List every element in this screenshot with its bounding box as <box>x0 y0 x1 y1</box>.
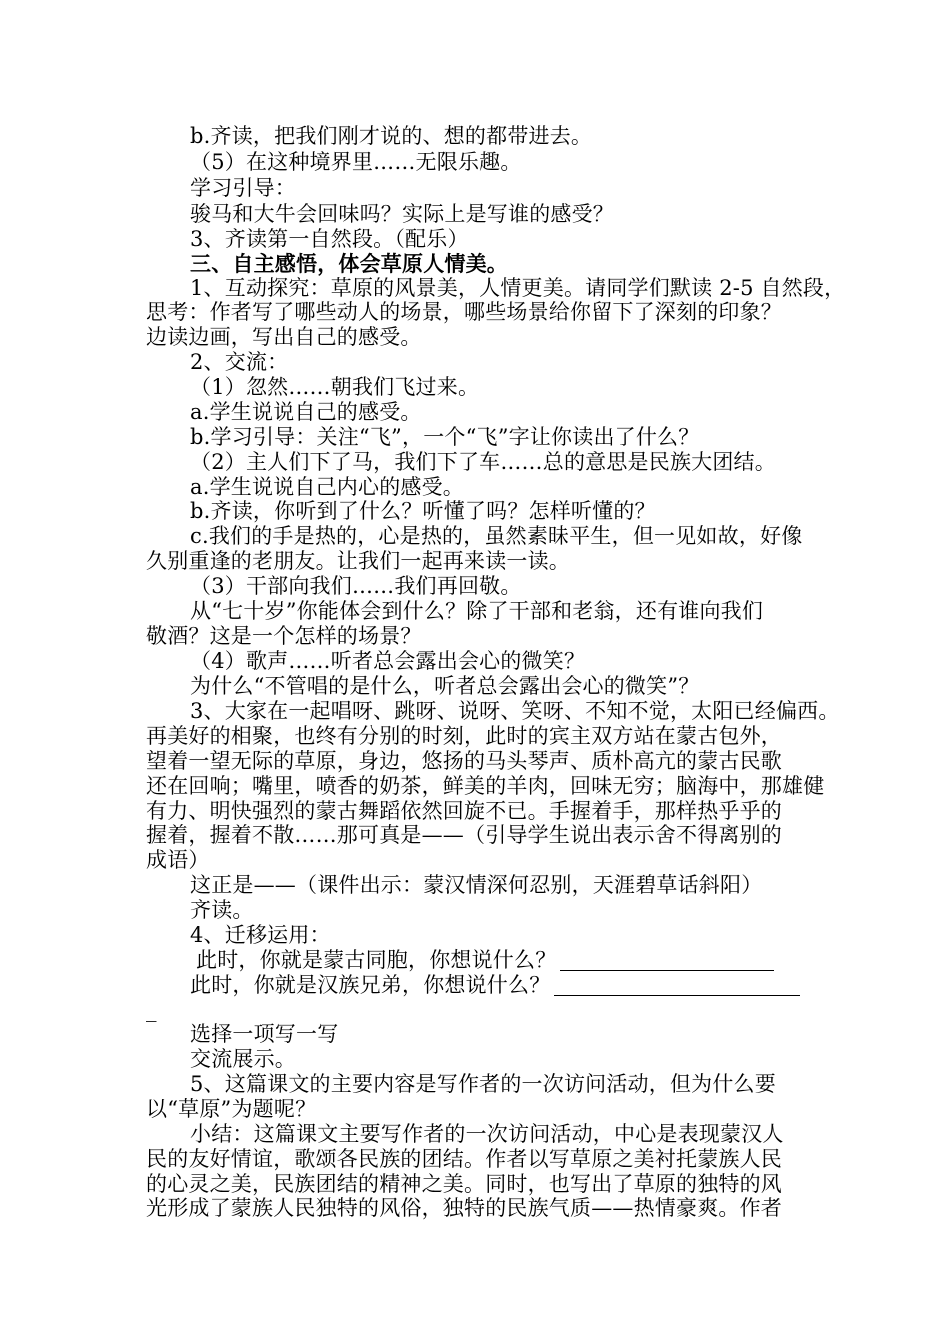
answer-blank[interactable] <box>554 977 800 996</box>
text-line: （3）干部向我们……我们再回敬。 <box>190 574 522 598</box>
text-line: 成语） <box>146 848 210 872</box>
text-line: c.我们的手是热的，心是热的，虽然素昧平生，但一见如故，好像 <box>190 524 803 548</box>
prompt-text: 此时，你就是汉族兄弟，你想说什么？ <box>190 973 551 997</box>
text-line: 学习引导： <box>190 176 296 200</box>
text-line: 再美好的相聚，也终有分别的时刻，此时的宾主双方站在蒙古包外， <box>146 724 782 748</box>
text-line: 从“七十岁”你能体会到什么？除了干部和老翁，还有谁向我们 <box>190 599 764 623</box>
text-line: 为什么“不管唱的是什么，听者总会露出会心的微笑”？ <box>190 674 700 698</box>
text-line: 光形成了蒙族人民独特的风俗，独特的民族气质——热情豪爽。作者 <box>146 1196 782 1220</box>
section-heading: 三、自主感悟，体会草原人情美。 <box>190 251 508 276</box>
text-line: （5）在这种境界里……无限乐趣。 <box>190 150 522 174</box>
text-line: 1、互动探究：草原的风景美，人情更美。请同学们默读 2-5 自然段， <box>190 276 846 300</box>
text-line: 骏马和大牛会回味吗？实际上是写谁的感受？ <box>190 202 614 226</box>
text-line: a.学生说说自己的感受。 <box>190 400 422 424</box>
text-line: 小结：这篇课文主要写作者的一次访问活动，中心是表现蒙汉人 <box>190 1122 784 1146</box>
text-line: 选择一项写一写 <box>190 1022 339 1046</box>
text-line: 3、齐读第一自然段。（配乐） <box>190 227 469 251</box>
text-line: 握着，握着不散……那可真是——（引导学生说出表示舍不得离别的 <box>146 823 782 847</box>
text-line: b.学习引导：关注“飞”，一个“飞”字让你读出了什么？ <box>190 425 700 449</box>
text-line: 齐读。 <box>190 898 254 922</box>
text-line: a.学生说说自己内心的感受。 <box>190 475 464 499</box>
text-line: 边读边画，写出自己的感受。 <box>146 325 422 349</box>
text-line: 2、交流： <box>190 350 289 374</box>
text-line: 还在回响；嘴里，喷香的奶茶，鲜美的羊肉，回味无穷；脑海中，那雄健 <box>146 774 825 798</box>
text-line: 3、大家在一起唱呀、跳呀、说呀、笑呀、不知不觉，太阳已经偏西。 <box>190 699 840 723</box>
text-line: 交流展示。 <box>190 1047 296 1071</box>
text-line: 的心灵之美，民族团结的精神之美。同时，也写出了草原的独特的风 <box>146 1172 782 1196</box>
answer-blank[interactable] <box>560 952 774 971</box>
text-line: 这正是——（课件出示：蒙汉情深何忍别，天涯碧草话斜阳） <box>190 873 763 897</box>
text-line: 民的友好情谊，歌颂各民族的团结。作者以写草原之美衬托蒙族人民 <box>146 1147 782 1171</box>
text-line <box>190 973 850 997</box>
text-line: 望着一望无际的草原，身边，悠扬的马头琴声、质朴高亢的蒙古民歌 <box>146 749 782 773</box>
text-line: 思考：作者写了哪些动人的场景，哪些场景给你留下了深刻的印象？ <box>146 300 782 324</box>
text-line: 敬酒？这是一个怎样的场景？ <box>146 624 422 648</box>
text-line: b.齐读，你听到了什么？听懂了吗？怎样听懂的？ <box>190 499 656 523</box>
text-line: 有力、明快强烈的蒙古舞蹈依然回旋不已。手握着手，那样热乎乎的 <box>146 799 782 823</box>
text-line: 久别重逢的老朋友。让我们一起再来读一读。 <box>146 549 570 573</box>
text-line <box>196 948 856 972</box>
text-line: （2）主人们下了马，我们下了车……总的意思是民族大团结。 <box>190 450 776 474</box>
text-line: 以“草原”为题呢？ <box>146 1097 317 1121</box>
text-line: （1）忽然……朝我们飞过来。 <box>190 375 480 399</box>
text-line: （4）歌声……听者总会露出会心的微笑？ <box>190 649 586 673</box>
prompt-text: 此时，你就是蒙古同胞，你想说什么？ <box>196 948 557 972</box>
text-line: _ <box>146 998 157 1022</box>
text-line: 5、这篇课文的主要内容是写作者的一次访问活动，但为什么要 <box>190 1072 776 1096</box>
text-line: 4、迁移运用： <box>190 923 331 947</box>
text-line: b.齐读，把我们刚才说的、想的都带进去。 <box>190 124 593 148</box>
